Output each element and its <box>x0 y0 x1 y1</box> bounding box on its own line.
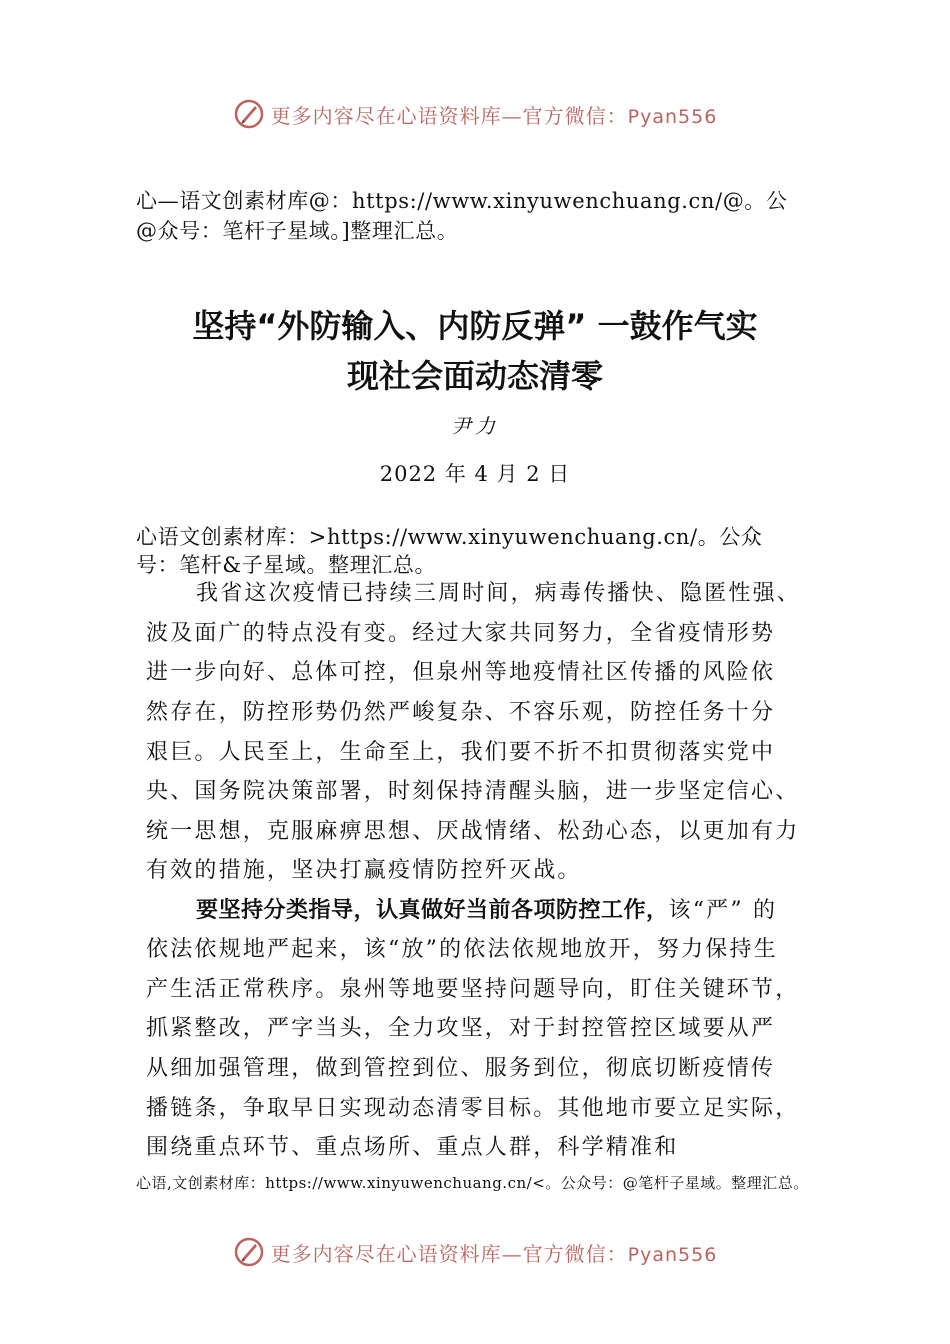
paragraph-2-line: 依法依规地严起来，该“放”的依法依规地放开，努力保持生 <box>146 937 778 962</box>
quill-logo-icon <box>233 1236 265 1268</box>
paragraph-1-line: 波及面广的特点没有变。经过大家共同努力，全省疫情形势 <box>146 621 776 646</box>
paragraph-1-line: 进一步向好、总体可控，但泉州等地疫情社区传播的风险依 <box>146 660 776 685</box>
paragraph-1-line: 统一思想，克服麻痹思想、厌战情绪、松劲心态，以更加有力 <box>146 819 800 844</box>
paragraph-1-line: 艰巨。人民至上，生命至上，我们要不折不扣贯彻落实党中 <box>146 740 776 765</box>
banner-wechat-id: Pyan556 <box>627 105 718 128</box>
banner-label: 更多内容尽在心语资料库—官方微信： <box>270 1241 628 1266</box>
banner-label: 更多内容尽在心语资料库—官方微信： <box>270 103 628 128</box>
paragraph-2-first-line <box>196 896 777 926</box>
paragraph-2-line: 产生活正常秩序。泉州等地要坚持问题导向，盯住关键环节， <box>146 977 800 1002</box>
source-note-top-line-2: @众号：笔杆子星域。]整理汇总。 <box>136 219 459 243</box>
article-author: 尹力 <box>451 414 499 438</box>
paragraph-2-first-rest: 该“严” 的 <box>668 898 778 923</box>
source-note-top-line-1: 心—语文创素材库@：https://www.xinyuwenchuang.cn/@。公 <box>136 189 788 213</box>
banner-text <box>271 100 718 129</box>
paragraph-2-line: 播链条，争取早日实现动态清零目标。其他地市要立足实际， <box>146 1096 800 1121</box>
source-note-mid-line-1: 心语文创素材库：>https://www.xinyuwenchuang.cn/。公众 <box>136 525 763 549</box>
source-note-mid-line-2: 号：笔杆&子星域。整理汇总。 <box>136 553 437 577</box>
banner-wechat-id: Pyan556 <box>627 1243 718 1266</box>
paragraph-2-line: 围绕重点环节、重点场所、重点人群，科学精准和 <box>146 1135 679 1160</box>
quill-logo-icon <box>233 98 265 130</box>
article-date: 2022 年 4 月 2 日 <box>379 462 571 486</box>
footer-banner <box>0 1232 950 1272</box>
paragraph-1-line: 有效的措施，坚决打赢疫情防控歼灭战。 <box>146 858 582 883</box>
paragraph-2-line: 从细加强管理，做到管控到位、服务到位，彻底切断疫情传 <box>146 1056 776 1081</box>
source-note-footer: 心语,文创素材库：https://www.xinyuwenchuang.cn/<。公众号：@笔杆子星域。整理汇总。 <box>136 1174 809 1192</box>
header-banner <box>0 94 950 134</box>
banner-text <box>271 1238 718 1267</box>
paragraph-2-line: 抓紧整改，严字当头，全力攻坚，对于封控管控区域要从严 <box>146 1016 776 1041</box>
article-title-line-1: 坚持“外防输入、内防反弹” 一鼓作气实 <box>192 307 758 345</box>
paragraph-1-line: 然存在，防控形势仍然严峻复杂、不容乐观，防控任务十分 <box>146 700 776 725</box>
article-title-line-2: 现社会面动态清零 <box>346 357 603 395</box>
paragraph-1-line: 我省这次疫情已持续三周时间，病毒传播快、隐匿性强、 <box>196 581 802 606</box>
paragraph-2-lead: 要坚持分类指导，认真做好当前各项防控工作， <box>196 898 669 923</box>
paragraph-1-line: 央、国务院决策部署，时刻保持清醒头脑，进一步坚定信心、 <box>146 779 800 804</box>
